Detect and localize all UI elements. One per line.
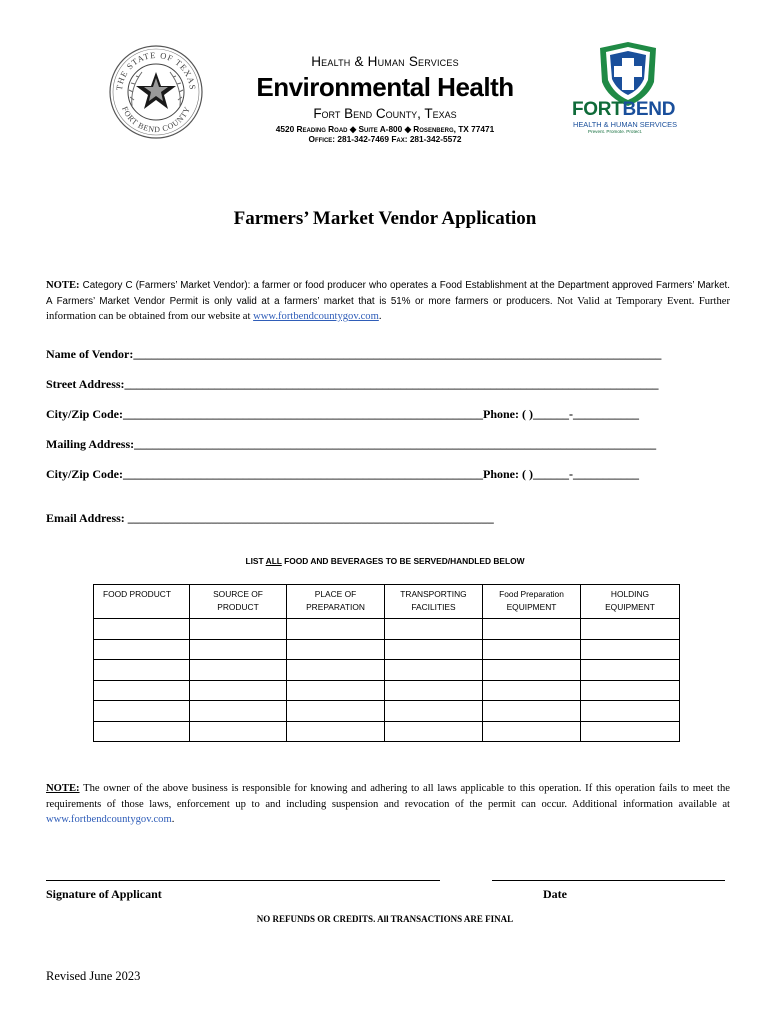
table-cell[interactable] bbox=[94, 660, 190, 681]
table-cell[interactable] bbox=[94, 639, 190, 660]
form-title: Farmers’ Market Vendor Application bbox=[233, 208, 537, 229]
table-cell[interactable] bbox=[287, 639, 385, 660]
table-cell[interactable] bbox=[190, 701, 287, 722]
table-cell[interactable] bbox=[483, 701, 581, 722]
website-link[interactable]: www.fortbendcountygov.com bbox=[253, 311, 379, 322]
owner-responsibility-note: NOTE: The owner of the above business is responsible for knowing and adhering to all laws applicable to this operation. If this operation fails to meet the requirements of those laws, enforcement up to and including suspension and revocation of the permit can occur. Additional information available at www.fortbendcountygov.com. bbox=[46, 783, 730, 825]
table-cell[interactable] bbox=[94, 701, 190, 722]
table-cell[interactable] bbox=[190, 721, 287, 742]
table-cell[interactable] bbox=[581, 660, 680, 681]
email-address-field[interactable]: Email Address: _____________________________________________________________ bbox=[46, 511, 494, 525]
table-cell[interactable] bbox=[190, 619, 287, 640]
table-cell[interactable] bbox=[287, 660, 385, 681]
table-row bbox=[94, 721, 680, 742]
table-cell[interactable] bbox=[385, 721, 483, 742]
food-products-table bbox=[93, 584, 680, 742]
table-cell[interactable] bbox=[190, 680, 287, 701]
table-caption: LIST ALL FOOD AND BEVERAGES TO BE SERVED/HANDLED BELOW bbox=[245, 556, 525, 566]
table-row bbox=[94, 639, 680, 660]
street-address-field[interactable]: Street Address:_________________________________________________________________________________________ bbox=[46, 377, 659, 391]
signature-label: Signature of Applicant bbox=[46, 887, 162, 901]
table-cell[interactable] bbox=[385, 660, 483, 681]
table-cell[interactable] bbox=[287, 701, 385, 722]
revision-date: Revised June 2023 bbox=[46, 969, 141, 983]
final-notice: NO REFUNDS OR CREDITS. All TRANSACTIONS ARE FINAL bbox=[256, 914, 514, 924]
table-cell[interactable] bbox=[94, 619, 190, 640]
col-holding-equipment: HOLDING EQUIPMENT bbox=[581, 585, 680, 619]
table-row bbox=[94, 701, 680, 722]
table-cell[interactable] bbox=[483, 619, 581, 640]
table-row bbox=[94, 680, 680, 701]
table-cell[interactable] bbox=[94, 721, 190, 742]
office-phone-line: Office: 281-342-7469 Fax: 281-342-5572 bbox=[308, 134, 462, 144]
col-food-product: FOOD PRODUCT bbox=[94, 585, 190, 619]
table-cell[interactable] bbox=[581, 701, 680, 722]
seal-top-text: THE STATE OF TEXAS bbox=[113, 49, 199, 91]
city-zip-phone-field[interactable]: City/Zip Code:____________________________________________________________Phone: ( )______-___________ bbox=[46, 407, 639, 421]
seal-bottom-text: FORT BEND COUNTY bbox=[120, 105, 192, 135]
table-cell[interactable] bbox=[385, 680, 483, 701]
date-label: Date bbox=[543, 887, 567, 901]
note-label: NOTE: bbox=[46, 280, 80, 291]
table-cell[interactable] bbox=[385, 701, 483, 722]
mailing-city-zip-phone-field[interactable]: City/Zip Code:____________________________________________________________Phone: ( )______-___________ bbox=[46, 467, 639, 481]
logo-wordmark: FORTBEND bbox=[572, 99, 676, 120]
table-cell[interactable] bbox=[581, 680, 680, 701]
table-cell[interactable] bbox=[385, 619, 483, 640]
table-row bbox=[94, 660, 680, 681]
table-cell[interactable] bbox=[94, 680, 190, 701]
table-cell[interactable] bbox=[287, 721, 385, 742]
logo-tagline: Prevent. Promote. Protect. bbox=[588, 129, 643, 134]
address-line: 4520 Reading Road ◆ Suite A-800 ◆ Rosenberg, TX 77471 bbox=[275, 124, 495, 134]
county-line: Fort Bend County, Texas bbox=[313, 106, 457, 121]
category-note: NOTE: Category C (Farmers’ Market Vendor): a farmer or food producer who operates a Food Establishment at the Department approved Farmers’ Market. A Farmers’ Market Vendor Permit is only valid at a farmers’ market that is 51% or more farmers or producers. Not Valid at Temporary Event. Further information can be obtained from our website at www.fortbendcountygov.com. bbox=[46, 280, 731, 322]
table-cell[interactable] bbox=[190, 639, 287, 660]
col-source-of-product: SOURCE OF PRODUCT bbox=[190, 585, 287, 619]
col-food-preparation-equipment: Food Preparation EQUIPMENT bbox=[483, 585, 581, 619]
department-title: Environmental Health bbox=[256, 72, 514, 102]
table-header-row bbox=[94, 585, 680, 619]
table-cell[interactable] bbox=[581, 721, 680, 742]
table-cell[interactable] bbox=[581, 639, 680, 660]
agency-line: Health & Human Services bbox=[311, 54, 459, 69]
col-transporting-facilities: TRANSPORTING FACILITIES bbox=[385, 585, 483, 619]
table-cell[interactable] bbox=[190, 660, 287, 681]
website-link-2[interactable]: www.fortbendcountygov.com bbox=[46, 814, 172, 825]
table-cell[interactable] bbox=[483, 721, 581, 742]
logo-subtitle: HEALTH & HUMAN SERVICES bbox=[573, 120, 678, 129]
signature-line[interactable] bbox=[46, 880, 440, 881]
table-cell[interactable] bbox=[287, 619, 385, 640]
table-cell[interactable] bbox=[287, 680, 385, 701]
table-cell[interactable] bbox=[581, 619, 680, 640]
col-place-of-preparation: PLACE OF PREPARATION bbox=[287, 585, 385, 619]
table-row bbox=[94, 619, 680, 640]
county-seal-logo bbox=[108, 44, 204, 140]
table-cell[interactable] bbox=[483, 639, 581, 660]
mailing-address-field[interactable]: Mailing Address:_______________________________________________________________________________________ bbox=[46, 437, 657, 451]
table-cell[interactable] bbox=[483, 660, 581, 681]
note2-label: NOTE: bbox=[46, 783, 80, 794]
date-line[interactable] bbox=[492, 880, 725, 881]
vendor-name-field[interactable]: Name of Vendor:________________________________________________________________________________________ bbox=[46, 347, 662, 361]
table-cell[interactable] bbox=[483, 680, 581, 701]
table-cell[interactable] bbox=[385, 639, 483, 660]
